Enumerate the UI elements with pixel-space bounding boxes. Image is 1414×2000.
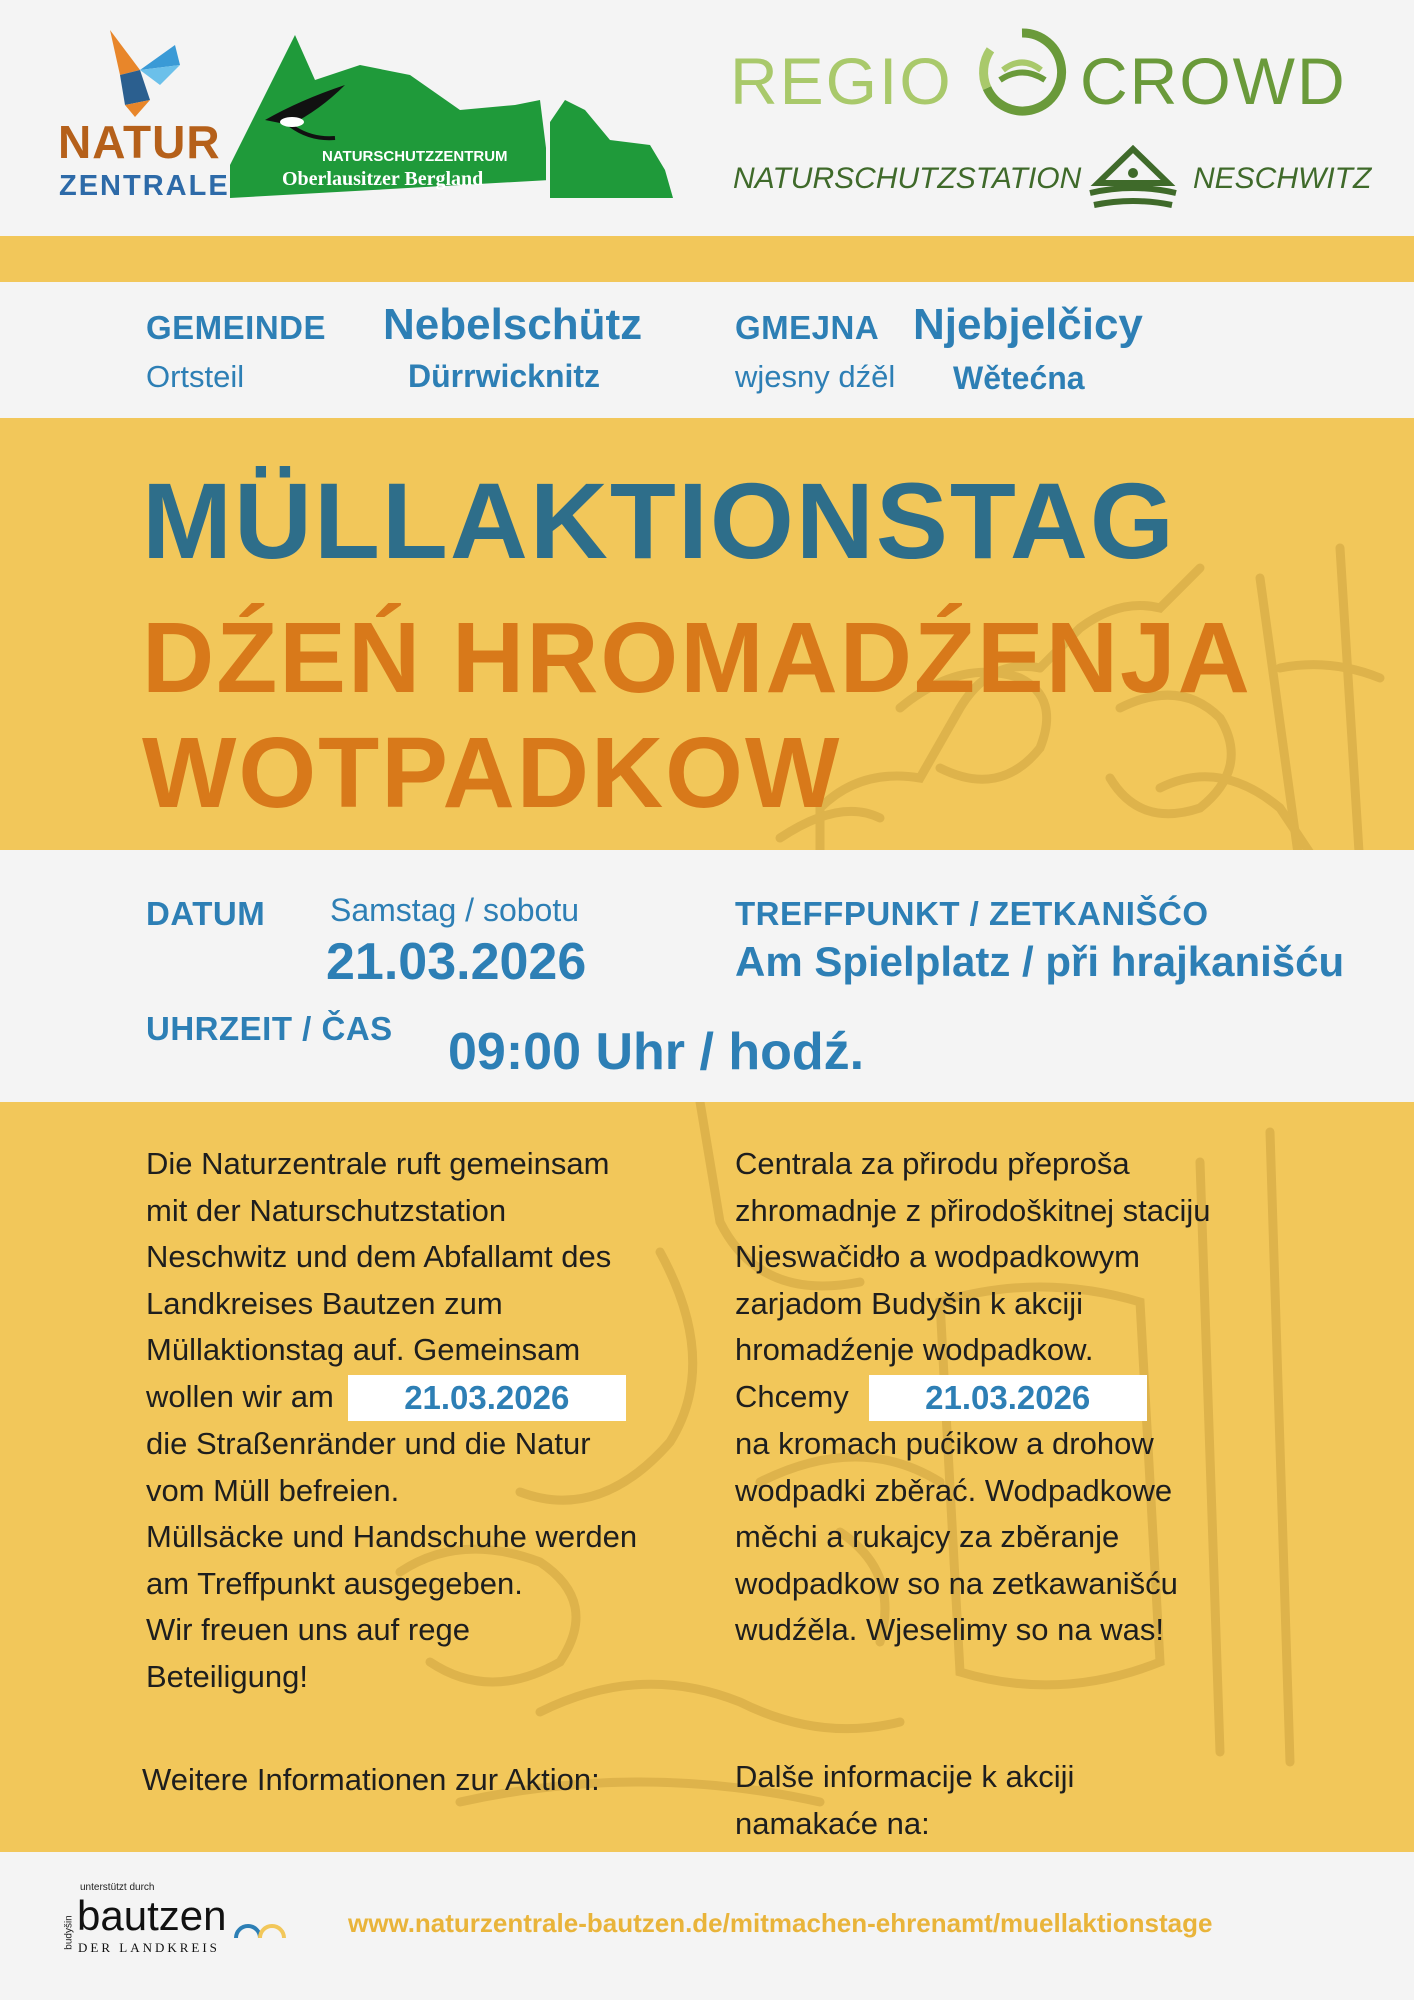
bautzen-arc-icon [232,1912,288,1942]
body-hsb-line: Njeswačidło a wodpadkowym [735,1239,1140,1274]
gmejna-label: GMEJNA [735,309,880,346]
landkreis-text: DER LANDKREIS [78,1940,220,1955]
naturschutzzentrum-logo [230,30,675,200]
body-de-line: Die Naturzentrale ruft gemeinsam [146,1146,610,1181]
body-hsb-line: měchi a rukajcy za zběranje [735,1519,1120,1555]
datum-label: DATUM [146,895,266,932]
nsz-line2: Oberlausitzer Bergland [282,168,484,190]
header [0,0,1414,235]
natur-zentrale-line1: NATUR [58,116,221,168]
body-de-line: am Treffpunkt ausgegeben. [146,1565,523,1601]
location-section [0,282,1414,418]
recycle-hands-icon [975,25,1070,120]
naturschutzstation-text: NATURSCHUTZSTATION [733,162,1082,195]
wjesny-value: Wětećna [953,360,1085,396]
headline-hsb-line1: DŹEŃ HROMADŹENJA [142,602,1252,714]
body-hsb-line: wodpadkow so na zetkawanišću [735,1565,1178,1601]
day-text: Samstag / sobotu [330,892,580,928]
body-de-line: Beteiligung! [146,1658,309,1694]
footer [0,1852,1414,2000]
body-de-inline-row [146,1374,726,1422]
ortsteil-value: Dürrwicknitz [408,358,601,394]
details-section [0,850,1414,1102]
regiocrowd-logo [730,25,1360,125]
bird-icon [80,25,190,120]
station-house-icon [1088,145,1178,215]
regio-text: REGIO [730,44,953,118]
body-de-line: vom Müll befreien. [146,1472,400,1508]
body-de-line: Müllsäcke und Handschuhe werden [146,1519,638,1555]
body-hsb-line: Centrala za přirodu přeproša [735,1146,1130,1181]
crowd-text: CROWD [1080,44,1347,118]
body-hsb-line: wodpadki zběrać. Wodpadkowe [735,1472,1173,1508]
body-de-line: Wir freuen uns auf rege [146,1612,470,1648]
treffpunkt-value: Am Spielplatz / při hrajkanišću [735,938,1345,985]
uhrzeit-value: 09:00 Uhr / hodź. [448,1023,865,1081]
headline-de: MÜLLAKTIONSTAG [142,460,1176,581]
body-de-inline-prefix: wollen wir am [146,1378,334,1414]
more-info-de: Weitere Informationen zur Aktion: [142,1762,600,1797]
neschwitz-logo [733,140,1372,215]
gmejna-value: Njebjelčicy [913,300,1143,349]
headline-band [0,418,1414,850]
body-hsb [735,1141,1335,1654]
supported-by-text: unterstützt durch [80,1882,155,1893]
footer-url[interactable]: www.naturzentrale-bautzen.de/mitmachen-ehrenamt/muellaktionstage [348,1908,1213,1938]
headline-hsb-line2: WOTPADKOW [142,717,842,829]
top-yellow-strip [0,236,1414,282]
body-band [0,1102,1414,1852]
ortsteil-label: Ortsteil [146,359,245,394]
more-info-hsb-line1: Dalše informacije k akciji [735,1759,1075,1794]
body-hsb-inline-prefix: Chcemy [735,1378,849,1414]
event-date: 21.03.2026 [326,933,587,991]
gemeinde-value: Nebelschütz [383,300,643,349]
bautzen-logo [60,1882,300,1982]
body-hsb-line: na kromach pućikow a drohow [735,1426,1154,1462]
neschwitz-text: NESCHWITZ [1193,162,1372,195]
nsz-line1: NATURSCHUTZZENTRUM [322,148,508,165]
more-info-hsb [735,1754,1074,1847]
bautzen-text: bautzen [77,1892,227,1939]
body-de [146,1141,726,1700]
wjesny-label: wjesny dźěl [735,359,896,394]
body-de-line: Müllaktionstag auf. Gemeinsam [146,1332,581,1367]
body-de-line: Landkreises Bautzen zum [146,1285,503,1321]
body-de-line: Neschwitz und dem Abfallamt des [146,1239,612,1274]
body-de-line: die Straßenränder und die Natur [146,1426,591,1462]
uhrzeit-label: UHRZEIT / ČAS [146,1010,393,1047]
body-hsb-line: wudźěla. Wjeselimy so na was! [735,1612,1164,1648]
body-hsb-date-box: 21.03.2026 [869,1375,1147,1421]
treffpunkt-label: TREFFPUNKT / ZETKANIŠĆO [735,895,1209,932]
gemeinde-label: GEMEINDE [146,309,327,346]
body-de-line: mit der Naturschutzstation [146,1192,507,1228]
natur-zentrale-line2: ZENTRALE [59,170,230,202]
budysin-text: budyšin [63,1915,75,1950]
body-de-date-box: 21.03.2026 [348,1375,626,1421]
body-hsb-inline-row [735,1374,1335,1422]
body-hsb-line: zarjadom Budyšin k akciji [735,1285,1084,1321]
more-info-hsb-line2: namakaće na: [735,1805,930,1841]
body-hsb-line: zhromadnje z přirodoškitnej staciju [735,1192,1211,1228]
natur-zentrale-logo [55,25,230,205]
body-hsb-line: hromadźenje wodpadkow. [735,1332,1094,1367]
